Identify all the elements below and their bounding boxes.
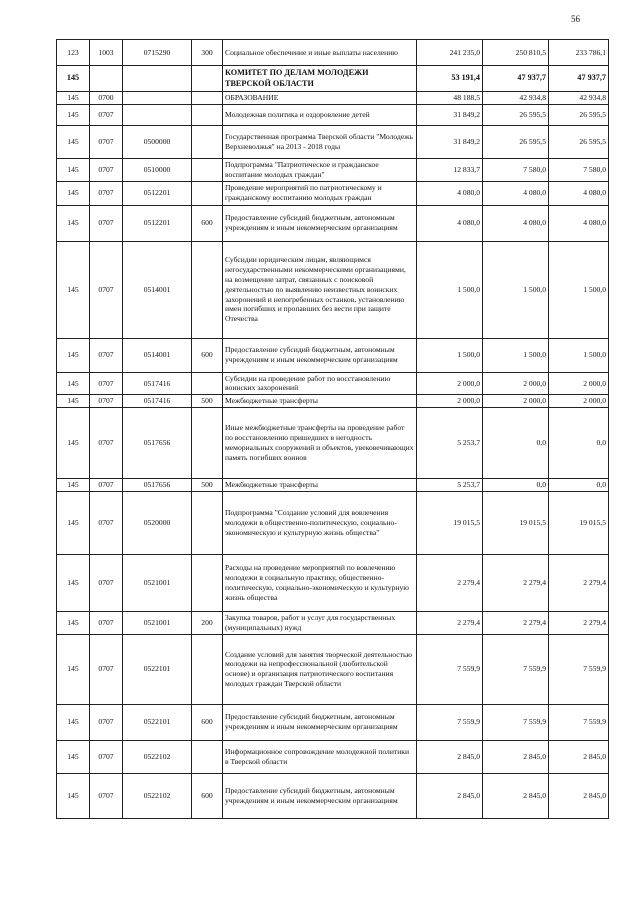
item-name-cell: Предоставление субсидий бюджетным, автономным учреждениям и иным некоммерческим организациям [223,773,417,818]
expense-type-cell [192,92,223,105]
amount-year3-cell: 26 595,5 [549,125,609,158]
admin-code-cell: 145 [57,125,90,158]
amount-year2-cell: 7 559,9 [483,634,549,704]
section-code-cell: 0707 [90,372,123,395]
target-article-cell: 0521001 [123,612,192,635]
table-row [57,634,609,704]
target-article-cell [123,66,192,92]
amount-year1-cell: 7 559,9 [417,634,483,704]
amount-year3-cell: 2 845,0 [549,773,609,818]
expense-type-cell [192,104,223,125]
admin-code-cell: 145 [57,555,90,612]
amount-year1-cell: 2 000,0 [417,395,483,408]
amount-year2-cell: 26 595,5 [483,125,549,158]
amount-year3-cell: 0,0 [549,408,609,479]
section-code-cell: 0707 [90,408,123,479]
amount-year1-cell: 31 849,2 [417,125,483,158]
section-code-cell: 0707 [90,241,123,338]
table-row [57,612,609,635]
amount-year2-cell: 4 080,0 [483,205,549,241]
amount-year1-cell: 4 080,0 [417,205,483,241]
expense-type-cell [192,740,223,773]
target-article-cell: 0522102 [123,773,192,818]
amount-year2-cell: 2 000,0 [483,395,549,408]
amount-year2-cell: 250 810,5 [483,40,549,66]
table-row [57,92,609,105]
target-article-cell: 0510000 [123,158,192,181]
item-name-cell: Подпрограмма "Создание условий для вовлечения молодежи в общественно-политическую, социально-экономическую и культурную жизнь общества" [223,492,417,555]
expense-type-cell [192,492,223,555]
amount-year2-cell: 1 500,0 [483,338,549,372]
amount-year3-cell: 42 934,8 [549,92,609,105]
amount-year1-cell: 1 500,0 [417,241,483,338]
expense-type-cell [192,66,223,92]
amount-year1-cell: 7 559,9 [417,704,483,740]
admin-code-cell: 145 [57,408,90,479]
target-article-cell: 0517656 [123,479,192,492]
amount-year3-cell: 2 279,4 [549,555,609,612]
section-code-cell: 0707 [90,125,123,158]
admin-code-cell: 145 [57,740,90,773]
admin-code-cell: 123 [57,40,90,66]
expense-type-cell [192,158,223,181]
table-row [57,66,609,92]
amount-year2-cell: 42 934,8 [483,92,549,105]
table-row [57,338,609,372]
amount-year3-cell: 1 500,0 [549,241,609,338]
table-row [57,125,609,158]
expense-type-cell [192,634,223,704]
section-code-cell: 0707 [90,704,123,740]
amount-year2-cell: 0,0 [483,408,549,479]
item-name-cell: Предоставление субсидий бюджетным, автономным учреждениям и иным некоммерческим организациям [223,205,417,241]
item-name-cell: Расходы на проведение мероприятий по вовлечению молодежи в социальную практику, общественно-политическую, социально-экономическую и культурную жизнь общества [223,555,417,612]
section-code-cell: 0707 [90,612,123,635]
table-row [57,740,609,773]
item-name-cell: Иные межбюджетные трансферты на проведение работ по восстановлению пришедших в негодность мемориальных сооружений и объектов, увековечивающих память погибших воинов [223,408,417,479]
amount-year1-cell: 2 000,0 [417,372,483,395]
table-row [57,241,609,338]
amount-year2-cell: 2 845,0 [483,740,549,773]
expense-type-cell: 500 [192,479,223,492]
expense-type-cell [192,555,223,612]
amount-year1-cell: 31 849,2 [417,104,483,125]
admin-code-cell: 145 [57,372,90,395]
amount-year2-cell: 2 279,4 [483,612,549,635]
table-row [57,40,609,66]
admin-code-cell: 145 [57,479,90,492]
table-row [57,479,609,492]
target-article-cell: 0522102 [123,740,192,773]
target-article-cell: 0512201 [123,205,192,241]
admin-code-cell: 145 [57,66,90,92]
amount-year2-cell: 47 937,7 [483,66,549,92]
amount-year2-cell: 1 500,0 [483,241,549,338]
expense-type-cell: 600 [192,773,223,818]
amount-year2-cell: 2 845,0 [483,773,549,818]
section-code-cell: 0707 [90,205,123,241]
table-row [57,492,609,555]
amount-year1-cell: 2 279,4 [417,555,483,612]
table-row [57,773,609,818]
target-article-cell [123,92,192,105]
amount-year1-cell: 48 188,5 [417,92,483,105]
section-code-cell: 0707 [90,338,123,372]
amount-year1-cell: 5 253,7 [417,408,483,479]
expense-type-cell [192,181,223,205]
expense-type-cell: 600 [192,704,223,740]
amount-year3-cell: 0,0 [549,479,609,492]
item-name-cell: Предоставление субсидий бюджетным, автономным учреждениям и иным некоммерческим организациям [223,704,417,740]
target-article-cell: 0520000 [123,492,192,555]
table-row [57,704,609,740]
section-code-cell: 0707 [90,773,123,818]
section-code-cell: 0707 [90,740,123,773]
section-code-cell: 0707 [90,395,123,408]
amount-year1-cell: 4 080,0 [417,181,483,205]
item-name-cell: Проведение мероприятий по патриотическому и гражданскому воспитанию молодых граждан [223,181,417,205]
amount-year1-cell: 2 279,4 [417,612,483,635]
table-row [57,408,609,479]
expense-type-cell: 200 [192,612,223,635]
target-article-cell: 0514001 [123,338,192,372]
target-article-cell: 0512201 [123,181,192,205]
amount-year1-cell: 12 833,7 [417,158,483,181]
item-name-cell: Подпрограмма "Патриотическое и гражданское воспитание молодых граждан" [223,158,417,181]
amount-year1-cell: 19 015,5 [417,492,483,555]
expense-type-cell [192,125,223,158]
amount-year3-cell: 4 080,0 [549,181,609,205]
expense-type-cell: 500 [192,395,223,408]
item-name-cell: Социальное обеспечение и иные выплаты населению [223,40,417,66]
target-article-cell: 0514001 [123,241,192,338]
amount-year1-cell: 2 845,0 [417,773,483,818]
item-name-cell: Субсидии юридическим лицам, являющимся негосударственными некоммерческими организациями, на возмещение затрат, связанных с поисковой деятельностью по выявлению неизвестных воинских захоронений и непогребенных останков, установлению имен погибших и пропавших без вести при защите Отечества [223,241,417,338]
target-article-cell: 0517416 [123,395,192,408]
amount-year3-cell: 2 000,0 [549,372,609,395]
expense-type-cell [192,372,223,395]
admin-code-cell: 145 [57,773,90,818]
admin-code-cell: 145 [57,181,90,205]
admin-code-cell: 145 [57,92,90,105]
amount-year3-cell: 7 559,9 [549,704,609,740]
item-name-cell: Информационное сопровождение молодежной политики в Тверской области [223,740,417,773]
target-article-cell [123,104,192,125]
admin-code-cell: 145 [57,492,90,555]
expense-type-cell: 600 [192,205,223,241]
target-article-cell: 0517656 [123,408,192,479]
amount-year3-cell: 2 000,0 [549,395,609,408]
item-name-cell: Молодежная политика и оздоровление детей [223,104,417,125]
target-article-cell: 0521001 [123,555,192,612]
item-name-cell: Закупка товаров, работ и услуг для государственных (муниципальных) нужд [223,612,417,635]
section-code-cell: 0707 [90,479,123,492]
page-number: 56 [571,14,580,24]
target-article-cell: 0522101 [123,634,192,704]
amount-year2-cell: 4 080,0 [483,181,549,205]
section-code-cell: 0707 [90,555,123,612]
amount-year3-cell: 19 015,5 [549,492,609,555]
amount-year1-cell: 241 235,0 [417,40,483,66]
admin-code-cell: 145 [57,241,90,338]
target-article-cell: 0517416 [123,372,192,395]
expense-type-cell: 600 [192,338,223,372]
table-row [57,555,609,612]
section-code-cell: 0707 [90,492,123,555]
amount-year2-cell: 19 015,5 [483,492,549,555]
item-name-cell: Субсидии на проведение работ по восстановлению воинских захоронений [223,372,417,395]
table-row [57,158,609,181]
amount-year2-cell: 2 000,0 [483,372,549,395]
item-name-cell: Предоставление субсидий бюджетным, автономным учреждениям и иным некоммерческим организациям [223,338,417,372]
budget-table [56,39,609,819]
amount-year1-cell: 1 500,0 [417,338,483,372]
table-body [57,40,609,819]
item-name-cell: Государственная программа Тверской области "Молодежь Верхневолжья" на 2013 - 2018 годы [223,125,417,158]
section-code-cell [90,66,123,92]
amount-year1-cell: 53 191,4 [417,66,483,92]
admin-code-cell: 145 [57,104,90,125]
amount-year2-cell: 26 595,5 [483,104,549,125]
amount-year1-cell: 5 253,7 [417,479,483,492]
expense-type-cell: 300 [192,40,223,66]
item-name-cell: ОБРАЗОВАНИЕ [223,92,417,105]
item-name-cell: Создание условий для занятия творческой деятельностью молодежи на непрофессиональной (любительской основе) и организация патриотического воспитания молодых граждан Тверской области [223,634,417,704]
section-code-cell: 0707 [90,181,123,205]
table-row [57,181,609,205]
amount-year2-cell: 0,0 [483,479,549,492]
section-code-cell: 1003 [90,40,123,66]
section-code-cell: 0707 [90,158,123,181]
target-article-cell: 0522101 [123,704,192,740]
amount-year3-cell: 2 845,0 [549,740,609,773]
table-row [57,395,609,408]
target-article-cell: 0715290 [123,40,192,66]
amount-year3-cell: 7 559,9 [549,634,609,704]
section-code-cell: 0707 [90,634,123,704]
amount-year2-cell: 2 279,4 [483,555,549,612]
amount-year3-cell: 7 580,0 [549,158,609,181]
admin-code-cell: 145 [57,205,90,241]
amount-year2-cell: 7 580,0 [483,158,549,181]
table-row [57,372,609,395]
table-row [57,205,609,241]
target-article-cell: 0500000 [123,125,192,158]
table-row [57,104,609,125]
admin-code-cell: 145 [57,612,90,635]
section-code-cell: 0707 [90,104,123,125]
admin-code-cell: 145 [57,704,90,740]
item-name-cell: КОМИТЕТ ПО ДЕЛАМ МОЛОДЕЖИ ТВЕРСКОЙ ОБЛАСТИ [223,66,417,92]
admin-code-cell: 145 [57,395,90,408]
amount-year3-cell: 233 786,1 [549,40,609,66]
admin-code-cell: 145 [57,158,90,181]
admin-code-cell: 145 [57,634,90,704]
amount-year1-cell: 2 845,0 [417,740,483,773]
amount-year3-cell: 2 279,4 [549,612,609,635]
admin-code-cell: 145 [57,338,90,372]
amount-year3-cell: 47 937,7 [549,66,609,92]
item-name-cell: Межбюджетные трансферты [223,479,417,492]
amount-year3-cell: 26 595,5 [549,104,609,125]
amount-year3-cell: 1 500,0 [549,338,609,372]
section-code-cell: 0700 [90,92,123,105]
expense-type-cell [192,241,223,338]
amount-year3-cell: 4 080,0 [549,205,609,241]
amount-year2-cell: 7 559,9 [483,704,549,740]
item-name-cell: Межбюджетные трансферты [223,395,417,408]
expense-type-cell [192,408,223,479]
